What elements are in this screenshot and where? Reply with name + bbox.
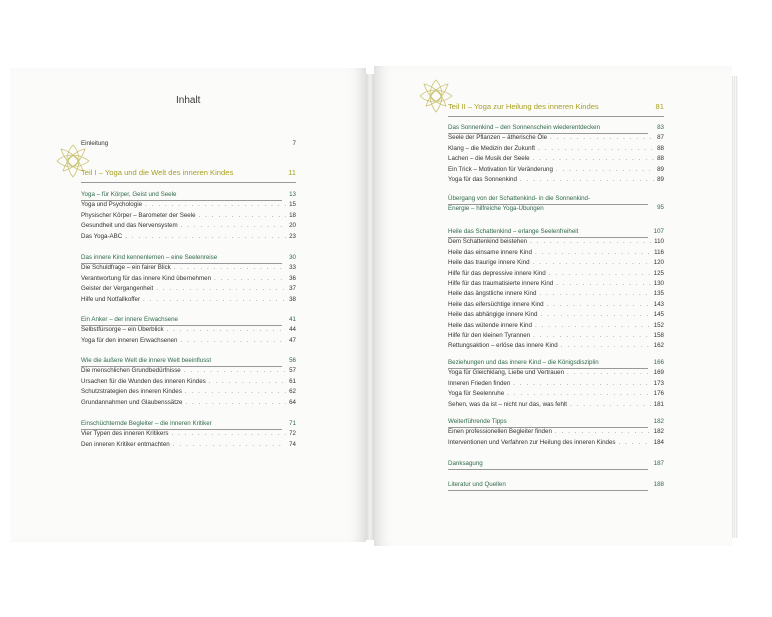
dot-leader xyxy=(145,201,286,208)
toc-entry-label: Lachen – die Musik der Seele xyxy=(448,155,530,163)
toc-entry-page-number: 36 xyxy=(289,274,296,282)
toc-section-heading xyxy=(448,228,664,235)
dot-leader xyxy=(209,378,286,385)
toc-entry-label: Inneren Frieden finden xyxy=(448,379,511,387)
toc-section-heading xyxy=(448,481,664,488)
toc-section-heading-label: Weiterführende Tipps xyxy=(448,418,507,425)
toc-entry-label: Gesundheit und das Nervensystem xyxy=(81,222,178,230)
toc-entry-page-number: 61 xyxy=(289,377,296,385)
toc-entry-intro-page-number: 7 xyxy=(292,140,296,147)
toc-entry xyxy=(81,212,296,219)
toc-entry-page-number: 143 xyxy=(653,300,664,308)
toc-section-heading-page-number: 13 xyxy=(289,191,296,198)
dot-leader xyxy=(547,301,651,308)
toc-entry-page-number: 47 xyxy=(289,336,296,344)
toc-entry-page-number: 33 xyxy=(289,264,296,272)
toc-entry xyxy=(448,290,664,297)
toc-entry-label: Heile das ängstliche innere Kind xyxy=(448,290,537,298)
toc-entry xyxy=(448,134,664,141)
dot-leader xyxy=(539,290,650,297)
toc-entry-page-number: 169 xyxy=(653,369,664,377)
toc-entry-label: Seele der Pflanzen – ätherische Öle xyxy=(448,134,548,142)
toc-entry xyxy=(448,311,664,318)
toc-section-heading-label: Wie die äußere Welt die innere Welt beeinflusst xyxy=(81,357,212,364)
toc-entry-page-number: 62 xyxy=(289,388,296,396)
section-rule xyxy=(81,182,296,183)
toc-entry-label: Selbstfürsorge – ein Überblick xyxy=(81,326,164,334)
toc-entry-label: Hilfe und Notfallkoffer xyxy=(81,295,141,303)
page-title: Inhalt xyxy=(176,95,201,106)
toc-section-heading-label: Beziehungen und das innere Kind – die Königsdisziplin xyxy=(448,359,599,366)
toc-part-heading-label: Teil I – Yoga und die Welt des inneren Kindes xyxy=(81,168,234,177)
toc-entry xyxy=(81,222,296,229)
toc-entry-label: Yoga für den inneren Erwachsenen xyxy=(81,336,178,344)
toc-entry-page-number: 38 xyxy=(289,295,296,303)
toc-entry-page-number: 15 xyxy=(289,201,296,209)
toc-entry-page-number: 116 xyxy=(654,248,664,256)
toc-entry xyxy=(448,249,664,256)
toc-entry xyxy=(81,367,296,374)
toc-entry-label: Den inneren Kritiker entmachten xyxy=(81,440,170,448)
toc-entry xyxy=(81,296,296,303)
toc-entry xyxy=(448,439,664,446)
toc-entry-label: Verantwortung für das innere Kind übernehmen xyxy=(81,274,212,282)
toc-entry-label: Hilfe für den kleinen Tyrannen xyxy=(448,332,531,339)
toc-section-heading-label: Das Sonnenkind – den Sonnenschein wiederentdecken xyxy=(448,124,601,131)
dot-leader xyxy=(533,332,651,339)
dot-leader xyxy=(199,212,287,219)
toc-entry-page-number: 110 xyxy=(654,238,664,246)
dot-leader xyxy=(567,369,651,376)
toc-entry xyxy=(448,390,664,397)
toc-entry-page-number: 173 xyxy=(653,379,664,387)
toc-entry xyxy=(81,285,296,292)
toc-entry-page-number: 88 xyxy=(657,144,664,152)
dot-leader xyxy=(535,322,651,329)
toc-entry-label: Geister der Vergangenheit xyxy=(81,285,154,293)
toc-entry-intro xyxy=(81,140,296,147)
dot-leader xyxy=(533,259,651,266)
toc-entry-label: Yoga für das Sonnenkind xyxy=(448,176,517,183)
toc-section-heading xyxy=(448,418,664,425)
toc-entry-label: Einen professionellen Begleiter finden xyxy=(448,428,552,436)
dot-leader xyxy=(561,342,651,349)
toc-section-heading-page-number: 182 xyxy=(653,418,664,425)
toc-entry-label: Yoga für Gleichklang, Liebe und Vertrauen xyxy=(448,369,565,377)
section-rule xyxy=(448,204,648,205)
toc-section-heading xyxy=(81,420,296,427)
dot-leader xyxy=(556,280,650,287)
toc-entry-page-number: 88 xyxy=(657,155,664,163)
toc-entry-page-number: 23 xyxy=(289,232,296,240)
toc-entry-page-number: 37 xyxy=(289,285,296,293)
toc-entry xyxy=(81,264,296,271)
toc-entry xyxy=(448,155,664,162)
toc-entry-label: Heile das einsame innere Kind xyxy=(448,248,532,256)
toc-entry xyxy=(448,380,664,387)
page-edges xyxy=(732,76,738,538)
toc-entry xyxy=(448,428,664,435)
toc-entry-page-number: 130 xyxy=(653,280,664,287)
toc-entry xyxy=(81,233,296,240)
toc-section-heading-page-number: 30 xyxy=(289,254,296,261)
toc-section-heading-page-number: 187 xyxy=(653,460,664,467)
toc-section-heading-label: Übergang von der Schattenkind- in die Sonnenkind- xyxy=(448,195,591,202)
dot-leader xyxy=(174,264,286,271)
dot-leader xyxy=(143,296,286,303)
toc-entry xyxy=(448,270,664,277)
toc-entry-label: Die menschlichen Grundbedürfnisse xyxy=(81,367,181,375)
toc-entry-page-number: 64 xyxy=(289,398,296,406)
toc-entry-label: Vier Typen des inneren Kritikers xyxy=(81,430,169,438)
toc-entry xyxy=(81,441,296,448)
toc-entry-label: Ursachen für die Wunden des inneren Kindes xyxy=(81,377,206,385)
dot-leader xyxy=(167,326,287,333)
dot-leader xyxy=(180,337,286,344)
dot-leader xyxy=(173,441,286,448)
toc-section-heading-page-number: 95 xyxy=(657,204,664,211)
toc-entry-page-number: 135 xyxy=(653,290,664,298)
toc-entry xyxy=(448,238,664,245)
toc-section-heading-page-number: 166 xyxy=(653,359,664,366)
toc-section-heading xyxy=(448,124,664,131)
toc-entry-page-number: 74 xyxy=(289,440,296,448)
toc-entry-label: Rettungsaktion – erlöse das innere Kind xyxy=(448,342,558,350)
dot-leader xyxy=(156,285,286,292)
dot-leader xyxy=(555,428,651,435)
toc-section-heading-line2: Energie – hilfreiche Yoga-Übungen xyxy=(448,205,544,212)
toc-section-heading-label: Das innere Kind kennenlernen – eine Seelenreise xyxy=(81,254,218,261)
toc-part-heading xyxy=(81,168,296,177)
toc-entry-label: Heile das eifersüchtige innere Kind xyxy=(448,300,544,308)
toc-entry-page-number: 182 xyxy=(653,428,664,436)
toc-entry xyxy=(448,280,664,287)
toc-section-heading-label: Danksagung xyxy=(448,460,483,467)
dot-leader xyxy=(185,399,286,406)
toc-entry xyxy=(81,399,296,406)
toc-entry-label: Grundannahmen und Glaubenssätze xyxy=(81,398,183,406)
dot-leader xyxy=(185,388,286,395)
toc-entry-page-number: 20 xyxy=(289,222,296,230)
toc-entry-intro-label: Einleitung xyxy=(81,140,109,147)
toc-entry-label: Dem Schattenkind beistehen xyxy=(448,238,528,246)
toc-part-heading-page-number: 11 xyxy=(288,168,296,177)
toc-entry-page-number: 125 xyxy=(653,269,664,277)
toc-entry-page-number: 158 xyxy=(653,332,664,339)
section-rule xyxy=(448,490,648,491)
toc-entry-page-number: 87 xyxy=(657,134,664,142)
dot-leader xyxy=(550,134,654,141)
toc-entry-page-number: 145 xyxy=(653,311,664,319)
toc-entry-label: Yoga für Seelenruhe xyxy=(448,390,505,398)
toc-entry-label: Schutzstrategien des inneren Kindes xyxy=(81,388,182,396)
toc-entry-label: Ein Trick – Motivation für Veränderung xyxy=(448,165,553,173)
toc-section-heading xyxy=(81,254,296,261)
dot-leader xyxy=(535,249,651,256)
dot-leader xyxy=(533,155,655,162)
toc-section-heading-label: Ein Anker – der innere Erwachsene xyxy=(81,316,178,323)
toc-entry xyxy=(81,378,296,385)
toc-section-heading-page-number: 188 xyxy=(653,481,664,488)
toc-entry xyxy=(81,388,296,395)
toc-entry-label: Hilfe für das traumatisierte innere Kind xyxy=(448,280,554,287)
toc-entry xyxy=(448,332,664,339)
toc-section-heading-page-number: 41 xyxy=(289,316,296,323)
toc-entry xyxy=(448,322,664,329)
toc-section-heading xyxy=(81,357,296,364)
toc-entry-label: Interventionen und Verfahren zur Heilung des inneren Kindes xyxy=(448,438,616,446)
dot-leader xyxy=(214,275,286,282)
toc-entry-label: Yoga und Psychologie xyxy=(81,201,143,209)
toc-section-heading-label: Literatur und Quellen xyxy=(448,481,506,488)
toc-entry xyxy=(448,145,664,152)
toc-entry-page-number: 120 xyxy=(653,259,664,267)
toc-entry xyxy=(448,259,664,266)
toc-entry-page-number: 176 xyxy=(653,390,664,398)
toc-entry-page-number: 152 xyxy=(653,321,664,329)
toc-entry-label: Sehen, was da ist – nicht nur das, was fehlt xyxy=(448,400,568,408)
toc-section-heading-page-number: 107 xyxy=(653,228,664,235)
dot-leader xyxy=(513,380,650,387)
section-rule xyxy=(448,469,648,470)
toc-entry xyxy=(81,337,296,344)
toc-entry-page-number: 89 xyxy=(657,165,664,173)
toc-entry-label: Heile das abhängige innere Kind xyxy=(448,311,538,319)
toc-section-heading xyxy=(448,359,664,366)
dot-leader xyxy=(619,439,651,446)
toc-entry xyxy=(448,301,664,308)
toc-entry xyxy=(448,369,664,376)
dot-leader xyxy=(125,233,286,240)
toc-entry-page-number: 72 xyxy=(289,430,296,438)
dot-leader xyxy=(540,311,650,318)
toc-part-heading-page-number: 81 xyxy=(655,102,664,111)
toc-section-heading-page-number: 83 xyxy=(657,124,664,131)
dot-leader xyxy=(184,367,286,374)
toc-section-heading-label: Yoga – für Körper, Geist und Seele xyxy=(81,191,177,198)
toc-entry-label: Heile das wütende innere Kind xyxy=(448,321,532,329)
dot-leader xyxy=(538,145,654,152)
toc-entry xyxy=(448,342,664,349)
dot-leader xyxy=(556,166,654,173)
toc-entry xyxy=(448,166,664,173)
toc-entry-label: Klang – die Medizin der Zukunft xyxy=(448,144,536,152)
dot-leader xyxy=(520,176,654,183)
toc-entry-page-number: 89 xyxy=(657,176,664,183)
dot-leader xyxy=(507,390,650,397)
toc-entry xyxy=(81,326,296,333)
toc-entry-page-number: 44 xyxy=(289,326,296,334)
toc-part-heading xyxy=(448,102,664,111)
toc-entry xyxy=(81,201,296,208)
toc-section-heading-page-number: 56 xyxy=(289,357,296,364)
toc-entry-page-number: 184 xyxy=(653,438,664,446)
toc-section-heading xyxy=(81,316,296,323)
toc-entry-page-number: 162 xyxy=(653,342,664,350)
toc-entry-label: Die Schuldfrage – ein fairer Blick xyxy=(81,264,171,272)
toc-entry-page-number: 181 xyxy=(653,400,664,408)
toc-section-heading-page-number: 71 xyxy=(289,420,296,427)
toc-section-heading-label: Heile das Schattenkind – erlange Seelenfreiheit xyxy=(448,228,579,235)
dot-leader xyxy=(530,238,651,245)
toc-entry xyxy=(81,430,296,437)
toc-entry-label: Das Yoga-ABC xyxy=(81,232,123,240)
toc-section-heading xyxy=(81,191,296,198)
section-rule xyxy=(448,116,664,117)
toc-entry-label: Heile das traurige innere Kind xyxy=(448,259,530,267)
toc-entry xyxy=(448,176,664,183)
toc-entry-label: Hilfe für das depressive innere Kind xyxy=(448,269,546,277)
dot-leader xyxy=(570,401,651,408)
dot-leader xyxy=(549,270,651,277)
dot-leader xyxy=(171,430,286,437)
toc-section-heading xyxy=(448,460,664,467)
toc-entry-label: Physischer Körper – Barometer der Seele xyxy=(81,211,196,219)
toc-entry-page-number: 57 xyxy=(289,367,296,375)
toc-entry xyxy=(448,401,664,408)
toc-section-heading-label: Einschüchternde Begleiter – die inneren Kritiker xyxy=(81,420,212,427)
dot-leader xyxy=(181,222,286,229)
toc-entry-page-number: 18 xyxy=(289,211,296,219)
book-gutter xyxy=(366,74,374,540)
toc-entry xyxy=(81,275,296,282)
toc-part-heading-label: Teil II – Yoga zur Heilung des inneren Kindes xyxy=(448,102,599,111)
